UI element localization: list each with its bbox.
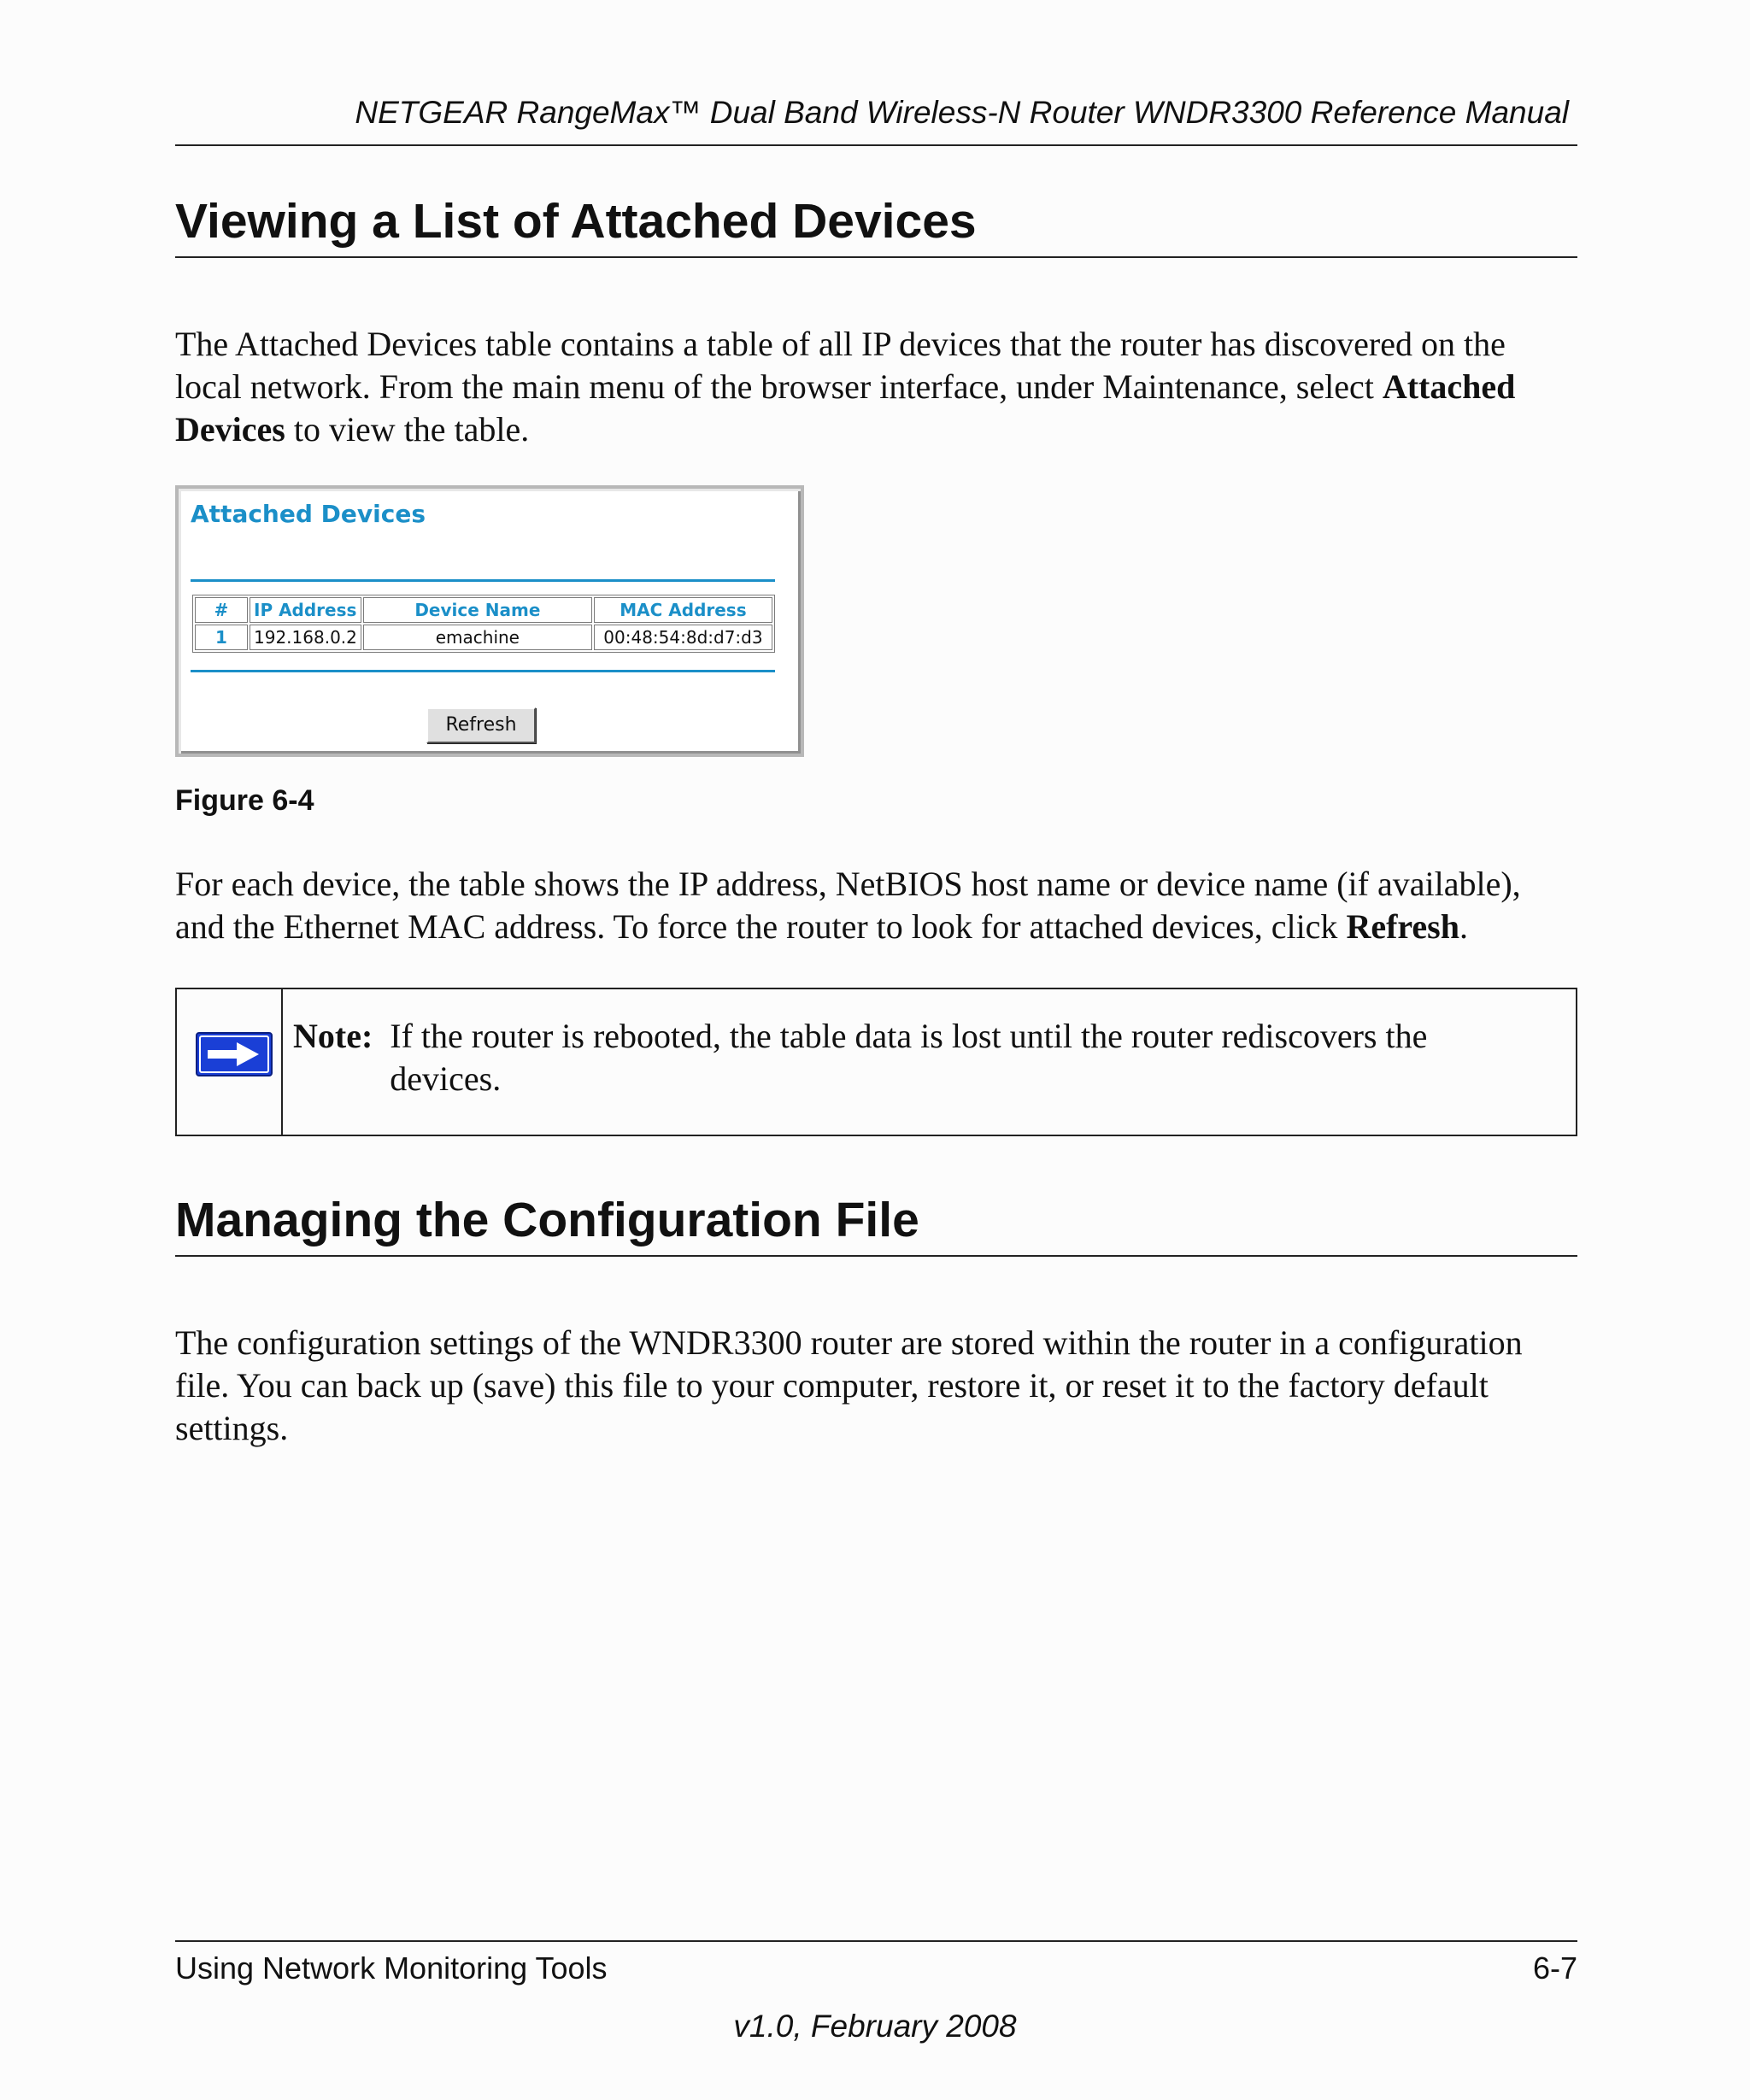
bold-refresh: Refresh	[1346, 907, 1459, 946]
ui-bottom-line	[191, 670, 775, 672]
attached-devices-screenshot	[175, 485, 804, 757]
col-header-num: #	[195, 597, 248, 623]
cell-ip: 192.168.0.2	[250, 625, 361, 650]
table-header-row	[195, 597, 772, 623]
section-heading-attached-devices: Viewing a List of Attached Devices	[175, 194, 977, 249]
cell-mac: 00:48:54:8d:d7:d3	[594, 625, 772, 650]
ui-title: Attached Devices	[191, 500, 426, 528]
attached-devices-table	[192, 595, 775, 653]
col-header-mac: MAC Address	[594, 597, 772, 623]
note-divider	[281, 989, 283, 1135]
cell-num: 1	[195, 625, 248, 650]
note-text	[293, 1015, 1558, 1100]
section-heading-config-file: Managing the Configuration File	[175, 1193, 919, 1247]
table-row	[195, 625, 772, 650]
bold-attached-devices: Attached Devices	[175, 367, 1516, 449]
figure-caption: Figure 6-4	[175, 784, 314, 817]
note-box	[175, 988, 1577, 1136]
col-header-ip: IP Address	[250, 597, 361, 623]
version-footer: v1.0, February 2008	[733, 2009, 1017, 2044]
config-paragraph: The configuration settings of the WNDR3300 router are stored within the router in a configuration file. You can back up (save) this file to your computer, restore it, or reset it to the factory default settings.	[175, 1323, 1523, 1447]
footer-rule	[175, 1940, 1577, 1942]
cell-device-name: emachine	[363, 625, 592, 650]
refresh-button[interactable]: Refresh	[426, 707, 536, 743]
note-label: Note:	[293, 1017, 373, 1055]
col-header-device-name: Device Name	[363, 597, 592, 623]
page-number: 6-7	[1532, 1950, 1577, 1986]
footer-chapter: Using Network Monitoring Tools	[175, 1950, 608, 1986]
note-body: If the router is rebooted, the table data is lost until the router rediscovers the devices.	[390, 1017, 1428, 1098]
header-rule	[175, 144, 1577, 146]
intro-paragraph: The Attached Devices table contains a table of all IP devices that the router has discovered on the local network. From the main menu of the browser interface, under Maintenance, select Attached Devices to view the table.	[175, 325, 1516, 449]
ui-top-line	[191, 579, 775, 582]
section-rule	[175, 1255, 1577, 1257]
section-rule	[175, 256, 1577, 258]
running-header: NETGEAR RangeMax™ Dual Band Wireless-N Router WNDR3300 Reference Manual	[355, 95, 1569, 130]
right-arrow-icon	[196, 1032, 273, 1076]
body-paragraph: For each device, the table shows the IP address, NetBIOS host name or device name (if available), and the Ethernet MAC address. To force the router to look for attached devices, click Refresh.	[175, 865, 1521, 946]
